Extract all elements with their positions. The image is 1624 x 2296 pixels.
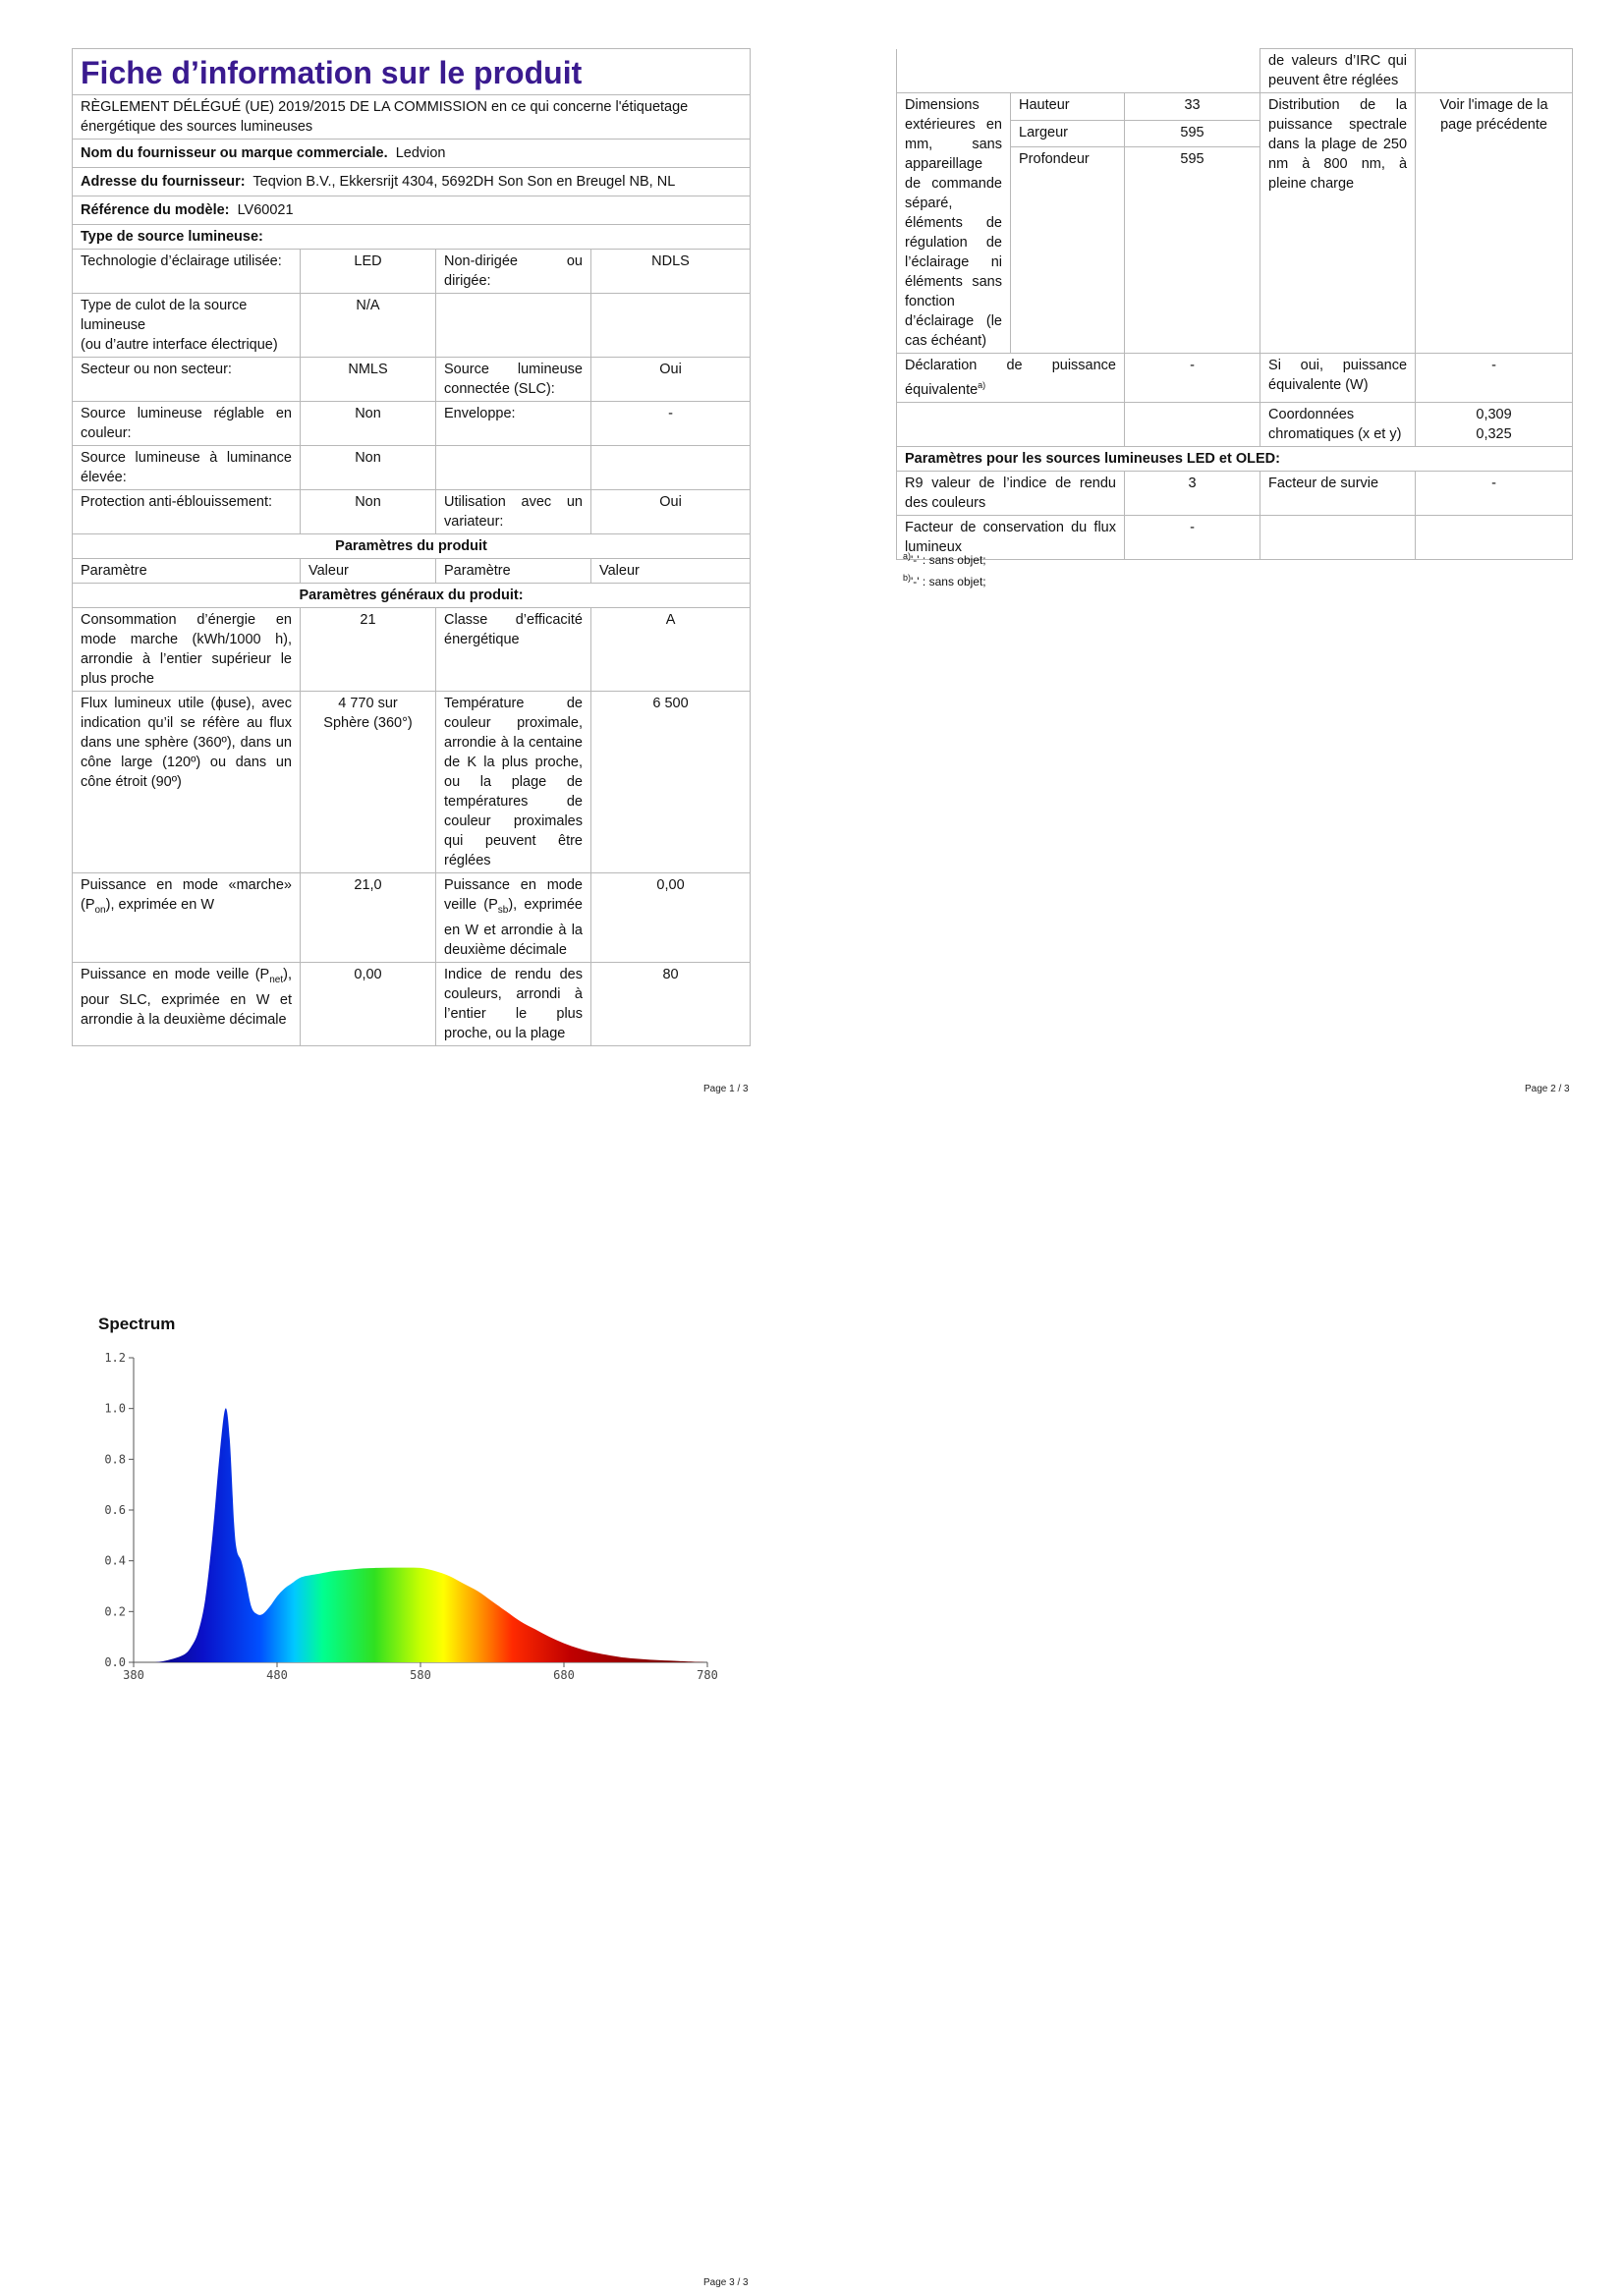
energy-label: Consommation d’énergie en mode marche (kWh/1000 h), arrondie à l’entier supérieur le plus proche <box>73 608 301 692</box>
psb-value: 0,00 <box>591 873 751 963</box>
spectral-value: Voir l'image de la page précédente <box>1416 93 1573 354</box>
connected-value: Oui <box>591 358 751 402</box>
cri-continued: de valeurs d’IRC qui peuvent être réglées <box>1260 49 1416 93</box>
height-label: Hauteur <box>1011 93 1125 121</box>
chart-title: Spectrum <box>98 1315 176 1333</box>
maintenance-value: - <box>1125 515 1260 559</box>
width-value: 595 <box>1125 120 1260 147</box>
value-header: Valeur <box>301 559 436 584</box>
dimensions-label: Dimensions extérieures en mm, sans appareillage de commande séparé, éléments de régulation de l’éclairage ni éléments sans fonction d’éclairage (le cas échéant) <box>897 93 1011 354</box>
page-2 <box>896 48 1573 560</box>
model-value: LV60021 <box>237 202 294 218</box>
model-row <box>73 196 751 225</box>
footnote-a: $^{a)}$'-' : sans objet; <box>903 551 986 567</box>
anti-glare-label: Protection anti-éblouissement: <box>73 490 301 534</box>
width-label: Largeur <box>1011 120 1125 147</box>
depth-value: 595 <box>1125 147 1260 354</box>
empty-cell <box>897 49 1260 93</box>
product-params-heading: Paramètres du produit <box>73 534 751 559</box>
energy-value: 21 <box>301 608 436 692</box>
directional-value: NDLS <box>591 250 751 294</box>
high-luminance-value: Non <box>301 446 436 490</box>
cri-value: 80 <box>591 962 751 1045</box>
param-header: Paramètre <box>436 559 591 584</box>
cct-value: 6 500 <box>591 692 751 873</box>
flux-value-cell <box>301 692 436 873</box>
envelope-label: Enveloppe: <box>436 402 591 446</box>
r9-label: R9 valeur de l’indice de rendu des couleurs <box>897 471 1125 515</box>
page-1 <box>72 48 751 1046</box>
cap-label-2: (ou d’autre interface électrique) <box>81 337 278 353</box>
cct-label: Température de couleur proximale, arrondie à la centaine de K la plus proche, ou la plage de températures de couleur proximales qui peuvent être réglées <box>436 692 591 873</box>
spectrum-chart <box>79 1338 727 1692</box>
dimmable-value: Oui <box>591 490 751 534</box>
empty-cell <box>436 294 591 358</box>
x-tick-label: 780 <box>697 1668 718 1682</box>
cap-label: Type de culot de la source lumineuse <box>81 298 248 333</box>
pnet-label: Puissance en mode veille $(P_{net})$, pour SLC, exprimée en W et arrondie à la deuxième décimale <box>73 962 301 1045</box>
equiv-power-label: Si oui, puissance équivalente (W) <box>1260 354 1416 403</box>
chroma-x: 0,309 <box>1476 406 1512 422</box>
equiv-power-value: - <box>1416 354 1573 403</box>
document-title: Fiche d’information sur le produit <box>73 49 751 95</box>
empty-cell <box>591 294 751 358</box>
anti-glare-value: Non <box>301 490 436 534</box>
colour-tunable-value: Non <box>301 402 436 446</box>
value-header: Valeur <box>591 559 751 584</box>
mains-label: Secteur ou non secteur: <box>73 358 301 402</box>
equiv-value: - <box>1125 354 1260 403</box>
flux-sphere: Sphère (360°) <box>323 715 413 731</box>
y-tick-label: 0.8 <box>104 1452 126 1467</box>
spectrum-area <box>134 1408 707 1662</box>
chroma-value-cell <box>1416 402 1573 446</box>
empty-cell <box>1125 402 1260 446</box>
light-source-type-heading: Type de source lumineuse: <box>73 225 751 250</box>
y-tick-label: 0.0 <box>104 1655 126 1669</box>
general-params-heading: Paramètres généraux du produit: <box>73 584 751 608</box>
empty-cell <box>1416 515 1573 559</box>
efficiency-label: Classe d’efficacité énergétique <box>436 608 591 692</box>
empty-cell <box>436 446 591 490</box>
chroma-label: Coordonnées chromatiques (x et y) <box>1260 402 1416 446</box>
page-number-2: Page 2 / 3 <box>1525 1084 1570 1094</box>
height-value: 33 <box>1125 93 1260 121</box>
x-tick-label: 680 <box>553 1668 575 1682</box>
chroma-y: 0,325 <box>1476 425 1512 442</box>
maintenance-label: Facteur de conservation du flux lumineux <box>897 515 1125 559</box>
empty-cell <box>897 402 1125 446</box>
y-tick-label: 0.2 <box>104 1604 126 1619</box>
empty-cell <box>1260 515 1416 559</box>
y-tick-label: 1.0 <box>104 1401 126 1416</box>
cap-type-cell <box>73 294 301 358</box>
survival-label: Facteur de survie <box>1260 471 1416 515</box>
flux-label: Flux lumineux utile (ɸuse), avec indication qu’il se réfère au flux dans une sphère (360º), dans un cône large (120º) ou dans un cône étroit (90º) <box>73 692 301 873</box>
supplier-address-label: Adresse du fournisseur: <box>81 174 246 190</box>
tech-label: Technologie d’éclairage utilisée: <box>73 250 301 294</box>
cri-label: Indice de rendu des couleurs, arrondi à l’entier le plus proche, ou la plage <box>436 962 591 1045</box>
y-tick-label: 0.4 <box>104 1553 126 1568</box>
model-label: Référence du modèle: <box>81 202 230 218</box>
equiv-label: Déclaration de puissance équivalente$^{a)}$ <box>897 354 1125 403</box>
page-number-1: Page 1 / 3 <box>703 1084 749 1094</box>
mains-value: NMLS <box>301 358 436 402</box>
y-tick-label: 1.2 <box>104 1351 126 1365</box>
regulation-text: RÈGLEMENT DÉLÉGUÉ (UE) 2019/2015 DE LA COMMISSION en ce qui concerne l'étiquetage énergétique des sources lumineuses <box>73 95 751 140</box>
envelope-value: - <box>591 402 751 446</box>
r9-value: 3 <box>1125 471 1260 515</box>
connected-label: Source lumineuse connectée (SLC): <box>436 358 591 402</box>
pon-label: Puissance en mode «marche» $(P_{on})$, exprimée en W <box>73 873 301 963</box>
survival-value: - <box>1416 471 1573 515</box>
directional-label: Non-dirigée ou dirigée: <box>436 250 591 294</box>
led-params-heading: Paramètres pour les sources lumineuses LED et OLED: <box>897 446 1573 471</box>
footnote-b: $^{b)}$'-' : sans objet; <box>903 573 986 588</box>
tech-value: LED <box>301 250 436 294</box>
depth-label: Profondeur <box>1011 147 1125 354</box>
supplier-address-value: Teqvion B.V., Ekkersrijt 4304, 5692DH Son Son en Breugel NB, NL <box>252 174 676 190</box>
efficiency-value: A <box>591 608 751 692</box>
product-info-table-continued <box>896 48 1573 560</box>
x-tick-label: 580 <box>410 1668 431 1682</box>
cap-value: N/A <box>301 294 436 358</box>
x-tick-label: 380 <box>123 1668 144 1682</box>
product-info-table <box>72 48 751 1046</box>
dimmable-label: Utilisation avec un variateur: <box>436 490 591 534</box>
x-tick-label: 480 <box>266 1668 288 1682</box>
empty-cell <box>1416 49 1573 93</box>
flux-value: 4 770 sur <box>338 696 398 711</box>
y-tick-label: 0.6 <box>104 1503 126 1517</box>
supplier-name-row <box>73 140 751 168</box>
high-luminance-label: Source lumineuse à luminance élevée: <box>73 446 301 490</box>
spectral-label: Distribution de la puissance spectrale dans la plage de 250 nm à 800 nm, à pleine charge <box>1260 93 1416 354</box>
psb-label: Puissance en mode veille $(P_{sb})$, exprimée en W et arrondie à la deuxième décimale <box>436 873 591 963</box>
param-header: Paramètre <box>73 559 301 584</box>
supplier-name-label: Nom du fournisseur ou marque commerciale. <box>81 145 388 161</box>
pon-value: 21,0 <box>301 873 436 963</box>
pnet-value: 0,00 <box>301 962 436 1045</box>
supplier-address-row <box>73 168 751 196</box>
page-number-3: Page 3 / 3 <box>703 2277 749 2288</box>
colour-tunable-label: Source lumineuse réglable en couleur: <box>73 402 301 446</box>
supplier-name-value: Ledvion <box>395 145 446 161</box>
empty-cell <box>591 446 751 490</box>
